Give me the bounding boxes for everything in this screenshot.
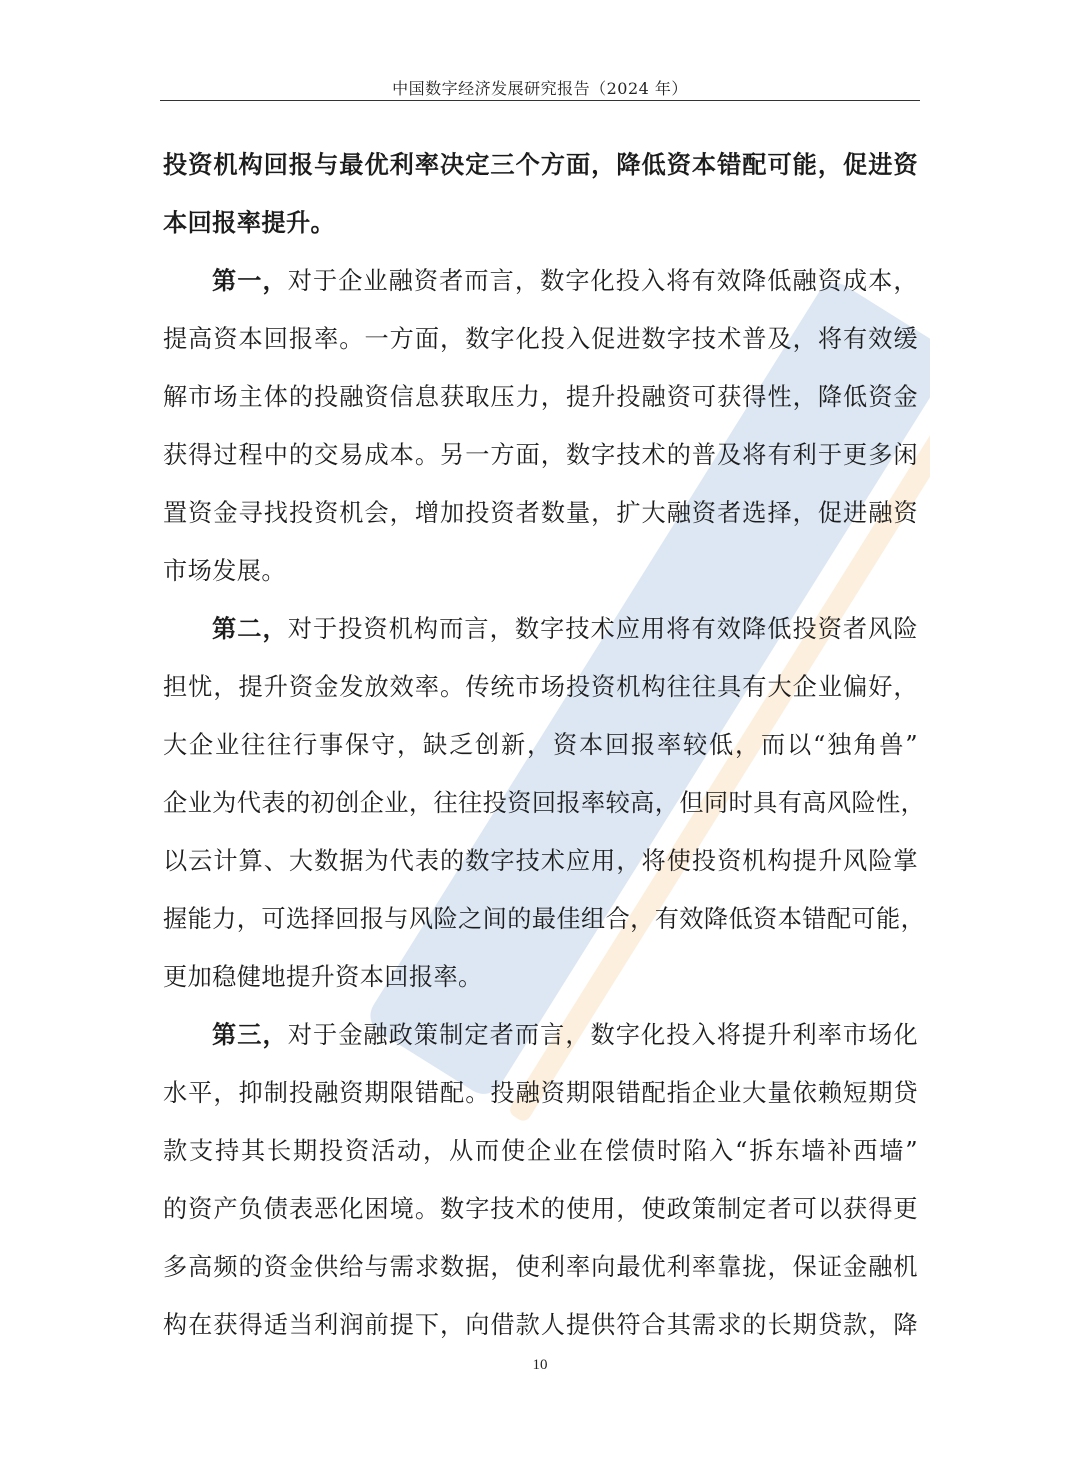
second-lead: 第二， <box>212 615 288 643</box>
first-line-1-text: 对于企业融资者而言，数字化投入将有效降低融资成本， <box>287 267 918 295</box>
third-line-6: 构在获得适当利润前提下，向借款人提供符合其需求的长期贷款，降 <box>163 1311 918 1339</box>
second-line-1 <box>163 600 918 658</box>
first-line-4: 获得过程中的交易成本。另一方面，数字技术的普及将有利于更多闲 <box>163 441 918 469</box>
second-line-2: 担忧，提升资金发放效率。传统市场投资机构往往具有大企业偏好， <box>163 673 918 701</box>
second-line-1-text: 对于投资机构而言，数字技术应用将有效降低投资者风险 <box>287 615 918 643</box>
third-line-2: 水平，抑制投融资期限错配。投融资期限错配指企业大量依赖短期贷 <box>163 1079 918 1107</box>
first-line-3: 解市场主体的投融资信息获取压力，提升投融资可获得性，降低资金 <box>163 383 918 411</box>
second-line-3: 大企业往往行事保守，缺乏创新，资本回报率较低，而以“独角兽” <box>163 731 918 759</box>
second-line-4: 企业为代表的初创企业，往往投资回报率较高，但同时具有高风险性， <box>163 789 926 817</box>
header-divider <box>160 100 920 101</box>
intro-line-2: 本回报率提升。 <box>163 209 336 237</box>
third-line-1-text: 对于金融政策制定者而言，数字化投入将提升利率市场化 <box>287 1021 918 1049</box>
first-lead: 第一， <box>212 267 288 295</box>
second-line-5: 以云计算、大数据为代表的数字技术应用，将使投资机构提升风险掌 <box>163 847 918 875</box>
running-header-title: 中国数字经济发展研究报告（2024 年） <box>392 79 688 98</box>
third-line-1 <box>163 1006 918 1064</box>
first-line-5: 置资金寻找投资机会，增加投资者数量，扩大融资者选择，促进融资 <box>163 499 918 527</box>
second-line-6: 握能力，可选择回报与风险之间的最佳组合，有效降低资本错配可能， <box>163 905 926 933</box>
third-lead: 第三， <box>212 1021 288 1049</box>
first-line-6: 市场发展。 <box>163 557 286 585</box>
third-line-3: 款支持其长期投资活动，从而使企业在偿债时陷入“拆东墙补西墙” <box>163 1137 918 1165</box>
first-line-1 <box>163 252 918 310</box>
second-line-7: 更加稳健地提升资本回报率。 <box>163 963 483 991</box>
first-line-2: 提高资本回报率。一方面，数字化投入促进数字技术普及，将有效缓 <box>163 325 918 353</box>
intro-line-1: 投资机构回报与最优利率决定三个方面，降低资本错配可能，促进资 <box>163 151 918 179</box>
third-line-5: 多高频的资金供给与需求数据，使利率向最优利率靠拢，保证金融机 <box>163 1253 918 1281</box>
document-body <box>163 136 926 1354</box>
third-line-4: 的资产负债表恶化困境。数字技术的使用，使政策制定者可以获得更 <box>163 1195 918 1223</box>
page-number: 10 <box>532 1357 548 1373</box>
